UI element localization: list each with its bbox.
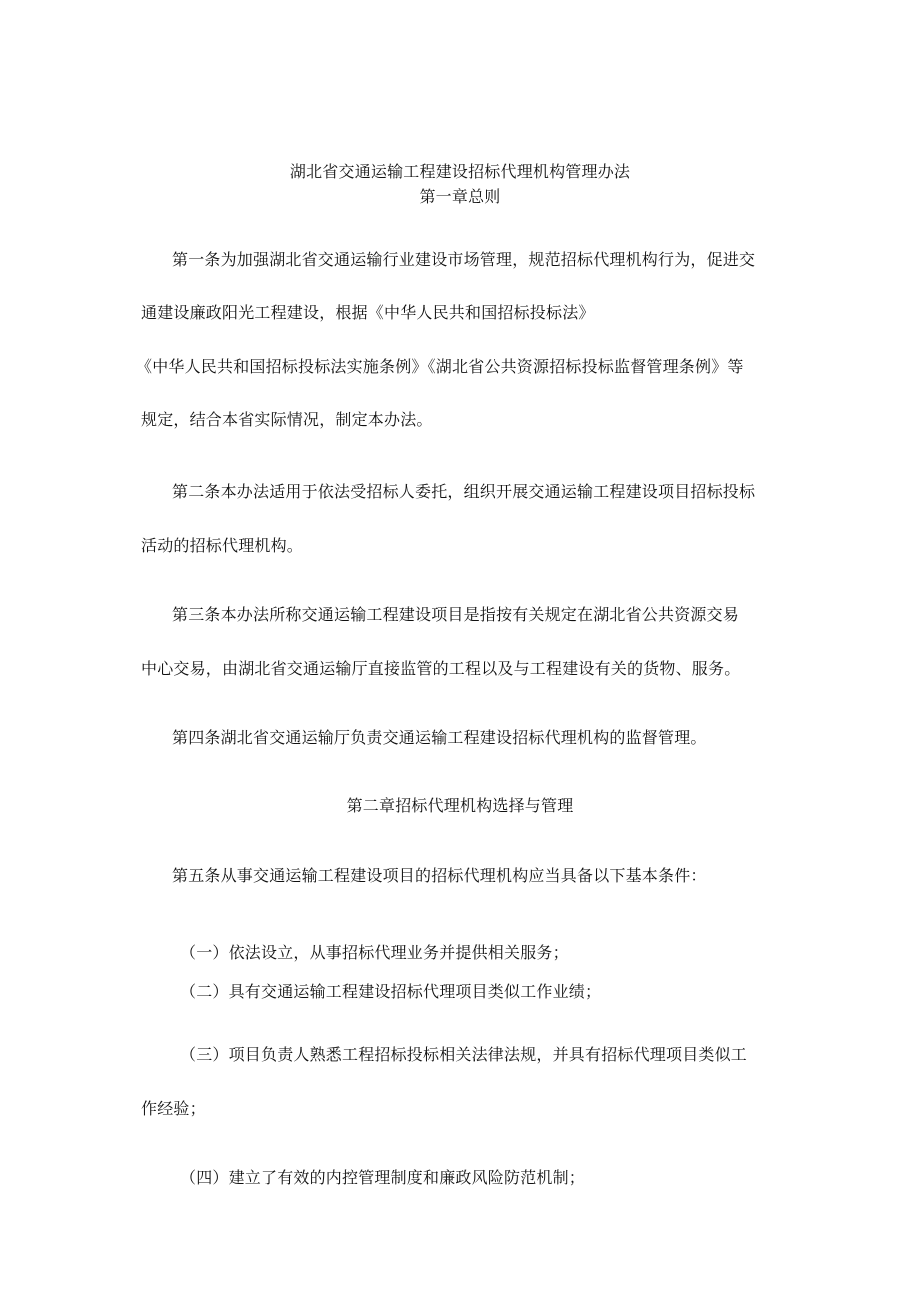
condition-item-4: （四）建立了有效的内控管理制度和廉政风险防范机制； [180, 1168, 586, 1187]
condition-item-3-line-1: （三）项目负责人熟悉工程招标投标相关法律法规，并具有招标代理项目类似工 [180, 1045, 748, 1064]
document-title: 湖北省交通运输工程建设招标代理机构管理办法 [289, 162, 631, 181]
article-1-line-4: 规定，结合本省实际情况，制定本办法。 [141, 410, 433, 429]
article-5-line-1: 第五条从事交通运输工程建设项目的招标代理机构应当具备以下基本条件： [172, 866, 707, 885]
article-1-line-3: 《中华人民共和国招标投标法实施条例》《湖北省公共资源招标投标监督管理条例》等 [136, 357, 744, 376]
condition-item-2: （二）具有交通运输工程建设招标代理项目类似工作业绩； [180, 982, 602, 1001]
article-1-line-1: 第一条为加强湖北省交通运输行业建设市场管理，规范招标代理机构行为，促进交 [172, 250, 756, 269]
chapter-2-heading: 第二章招标代理机构选择与管理 [346, 796, 574, 815]
chapter-1-heading: 第一章总则 [419, 187, 501, 206]
condition-item-1: （一）依法设立，从事招标代理业务并提供相关服务； [180, 943, 569, 962]
article-2-line-2: 活动的招标代理机构。 [141, 536, 304, 555]
article-3-line-1: 第三条本办法所称交通运输工程建设项目是指按有关规定在湖北省公共资源交易 [172, 605, 740, 624]
article-1-line-2: 通建设廉政阳光工程建设，根据《中华人民共和国招标投标法》 [141, 303, 595, 322]
condition-item-3-line-2: 作经验； [141, 1099, 206, 1118]
article-2-line-1: 第二条本办法适用于依法受招标人委托，组织开展交通运输工程建设项目招标投标 [172, 482, 756, 501]
article-4-line-1: 第四条湖北省交通运输厅负责交通运输工程建设招标代理机构的监督管理。 [172, 728, 707, 747]
article-3-line-2: 中心交易，由湖北省交通运输厅直接监管的工程以及与工程建设有关的货物、服务。 [141, 659, 741, 678]
